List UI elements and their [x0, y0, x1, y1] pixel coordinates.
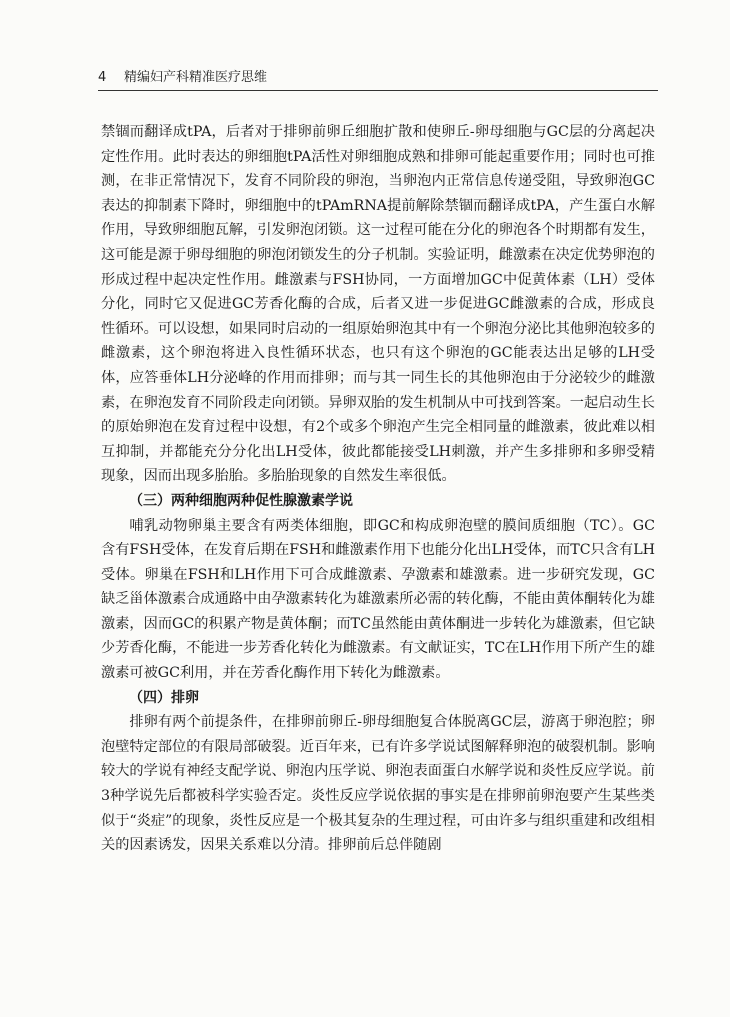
body-text: [101, 120, 655, 858]
header-rule: [98, 90, 658, 91]
running-header: [98, 66, 658, 85]
paragraph-1: 禁锢而翻译成tPA，后者对于排卵前卵丘细胞扩散和使卵丘-卵母细胞与GC层的分离起决定性作用。此时表达的卵细胞tPA活性对卵细胞成熟和排卵可能起重要作用；同时也可推测，在非正常情况下，发育不同阶段的卵泡，当卵泡内正常信息传递受阻，导致卵泡GC表达的抑制素下降时，卵细胞中的tPAmRNA提前解除禁锢而翻译成tPA，产生蛋白水解作用，导致卵细胞瓦解，引发卵泡闭锁。这一过程可能在分化的卵泡各个时期都有发生，这可能是源于卵母细胞的卵泡闭锁发生的分子机制。实验证明，雌激素在决定优势卵泡的形成过程中起决定性作用。雌激素与FSH协同，一方面增加GC中促黄体素（LH）受体分化，同时它又促进GC芳香化酶的合成，后者又进一步促进GC雌激素的合成，形成良性循环。可以设想，如果同时启动的一组原始卵泡其中有一个卵泡分泌比其他卵泡较多的雌激素，这个卵泡将进入良性循环状态，也只有这个卵泡的GC能表达出足够的LH受体，应答垂体LH分泌峰的作用而排卵；而与其一同生长的其他卵泡由于分泌较少的雌激素，在卵泡发育不同阶段走向闭锁。异卵双胎的发生机制从中可找到答案。一起启动生长的原始卵泡在发育过程中设想，有2个或多个卵泡产生完全相同量的雌激素，彼此难以相互抑制，并都能充分分化出LH受体，彼此都能接受LH刺激，并产生多排卵和多卵受精现象，因而出现多胎胎。多胎胎现象的自然发生率很低。: [101, 124, 655, 485]
page-number: 4: [98, 70, 107, 85]
book-title: 精编妇产科精准医疗思维: [124, 70, 268, 85]
paragraph-2: 哺乳动物卵巢主要含有两类体细胞，即GC和构成卵泡壁的膜间质细胞（TC）。GC含有FSH受体，在发育后期在FSH和雌激素作用下也能分化出LH受体，而TC只含有LH受体。卵巢在FSH和LH作用下可合成雌激素、孕激素和雄激素。进一步研究发现，GC缺乏甾体激素合成通路中由孕激素转化为雄激素所必需的转化酶，不能由黄体酮转化为雄激素，因而GC的积累产物是黄体酮；而TC虽然能由黄体酮进一步转化为雄激素，但它缺少芳香化酶，不能进一步芳香化转化为雌激素。有文献证实，TC在LH作用下所产生的雄激素可被GC利用，并在芳香化酶作用下转化为雌激素。: [101, 517, 655, 682]
paragraph-3: 排卵有两个前提条件，在排卵前卵丘-卵母细胞复合体脱离GC层，游离于卵泡腔；卵泡壁特定部位的有限局部破裂。近百年来，已有许多学说试图解释卵泡的破裂机制。影响较大的学说有神经支配学说、卵泡内压学说、卵泡表面蛋白水解学说和炎性反应学说。前3种学说先后都被科学实验否定。炎性反应学说依据的事实是在排卵前卵泡要产生某些类似于“炎症”的现象，炎性反应是一个极其复杂的生理过程，可由许多与组织重建和改组相关的因素诱发，因果关系难以分清。排卵前后总伴随剧: [101, 714, 655, 854]
section-heading-4: （四）排卵: [129, 689, 199, 706]
section-heading-3: （三）两种细胞两种促性腺激素学说: [129, 492, 353, 509]
